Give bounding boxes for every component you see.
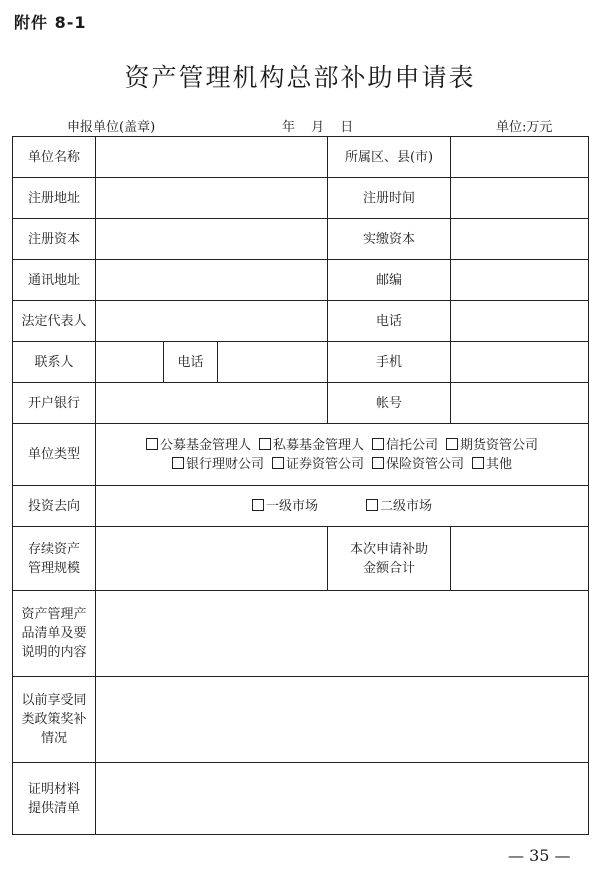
label-phone: 电话 bbox=[328, 301, 451, 342]
date-fields: 年 月 日 bbox=[282, 120, 354, 135]
unit-type-options-line1 bbox=[98, 436, 586, 455]
checkbox-icon bbox=[172, 457, 184, 469]
checkbox-icon bbox=[146, 438, 158, 450]
row-bank bbox=[13, 383, 589, 424]
field-unit-name[interactable] bbox=[96, 137, 328, 178]
option-securities-am[interactable]: 证券资管公司 bbox=[272, 455, 364, 474]
checkbox-icon bbox=[446, 438, 458, 450]
page-number: — 35 — bbox=[508, 846, 571, 865]
option-other[interactable]: 其他 bbox=[472, 455, 512, 474]
checkbox-icon bbox=[372, 457, 384, 469]
label-aum bbox=[13, 527, 96, 591]
label-prior-subsidy bbox=[13, 677, 96, 763]
field-docs[interactable] bbox=[96, 763, 589, 835]
row-prior-subsidy bbox=[13, 677, 589, 763]
label-products-line1: 资产管理产 bbox=[21, 607, 87, 622]
field-reg-capital[interactable] bbox=[96, 219, 328, 260]
row-legal-rep bbox=[13, 301, 589, 342]
checkbox-icon bbox=[372, 438, 384, 450]
unit-type-options bbox=[96, 424, 589, 486]
label-docs bbox=[13, 763, 96, 835]
label-postcode: 邮编 bbox=[328, 260, 451, 301]
field-prior-subsidy[interactable] bbox=[96, 677, 589, 763]
attachment-label: 附件 8-1 bbox=[14, 13, 87, 32]
label-docs-line2: 提供清单 bbox=[27, 800, 80, 816]
row-contact bbox=[13, 342, 589, 383]
label-bank: 开户银行 bbox=[13, 383, 96, 424]
label-docs-line1: 证明材料 bbox=[27, 781, 80, 797]
label-products-line2: 品清单及要 bbox=[21, 626, 87, 641]
label-reg-address: 注册地址 bbox=[13, 178, 96, 219]
row-mail-address bbox=[13, 260, 589, 301]
application-form-table bbox=[12, 136, 589, 835]
investment-options bbox=[96, 486, 589, 527]
label-reg-time: 注册时间 bbox=[328, 178, 451, 219]
checkbox-icon bbox=[252, 499, 264, 511]
applicant-unit-label: 申报单位(盖章) bbox=[67, 120, 156, 135]
label-paid-capital: 实缴资本 bbox=[328, 219, 451, 260]
label-legal-rep: 法定代表人 bbox=[13, 301, 96, 342]
label-reg-capital: 注册资本 bbox=[13, 219, 96, 260]
row-aum bbox=[13, 527, 589, 591]
field-aum[interactable] bbox=[96, 527, 328, 591]
field-reg-address[interactable] bbox=[96, 178, 328, 219]
label-prior-line1: 以前享受同 bbox=[21, 693, 87, 708]
label-district: 所属区、县(市) bbox=[328, 137, 451, 178]
label-aum-line2: 管理规模 bbox=[27, 560, 80, 576]
form-title: 资产管理机构总部补助申请表 bbox=[124, 63, 476, 92]
option-bank-wealth[interactable]: 银行理财公司 bbox=[172, 455, 264, 474]
label-prior-line2: 类政策奖补 bbox=[21, 712, 87, 727]
field-postcode[interactable] bbox=[451, 260, 589, 301]
row-unit-name bbox=[13, 137, 589, 178]
unit-type-options-line2 bbox=[98, 455, 586, 474]
option-futures-am[interactable]: 期货资管公司 bbox=[446, 436, 538, 455]
field-contact[interactable] bbox=[96, 342, 164, 383]
label-mobile: 手机 bbox=[328, 342, 451, 383]
option-trust[interactable]: 信托公司 bbox=[372, 436, 438, 455]
label-unit-type: 单位类型 bbox=[13, 424, 96, 486]
option-insurance-am[interactable]: 保险资管公司 bbox=[372, 455, 464, 474]
label-account: 帐号 bbox=[328, 383, 451, 424]
row-reg-capital bbox=[13, 219, 589, 260]
field-account[interactable] bbox=[451, 383, 589, 424]
label-contact-phone: 电话 bbox=[164, 342, 218, 383]
field-phone[interactable] bbox=[451, 301, 589, 342]
option-primary-market[interactable]: 一级市场 bbox=[252, 497, 318, 516]
label-prior-line3: 情况 bbox=[40, 731, 67, 746]
currency-unit-note: 单位:万元 bbox=[496, 120, 553, 135]
checkbox-icon bbox=[272, 457, 284, 469]
field-bank[interactable] bbox=[96, 383, 328, 424]
field-mail-address[interactable] bbox=[96, 260, 328, 301]
label-mail-address: 通讯地址 bbox=[13, 260, 96, 301]
label-subsidy-line2: 金额合计 bbox=[363, 560, 416, 576]
label-subsidy-total bbox=[328, 527, 451, 591]
checkbox-icon bbox=[259, 438, 271, 450]
label-contact: 联系人 bbox=[13, 342, 96, 383]
label-products-line3: 说明的内容 bbox=[21, 645, 87, 660]
row-docs bbox=[13, 763, 589, 835]
checkbox-icon bbox=[366, 499, 378, 511]
field-reg-time[interactable] bbox=[451, 178, 589, 219]
field-subsidy-total[interactable] bbox=[451, 527, 589, 591]
field-products[interactable] bbox=[96, 591, 589, 677]
label-subsidy-line1: 本次申请补助 bbox=[350, 541, 429, 557]
option-private-fund[interactable]: 私募基金管理人 bbox=[259, 436, 364, 455]
field-mobile[interactable] bbox=[451, 342, 589, 383]
row-reg-address bbox=[13, 178, 589, 219]
checkbox-icon bbox=[472, 457, 484, 469]
field-legal-rep[interactable] bbox=[96, 301, 328, 342]
row-unit-type bbox=[13, 424, 589, 486]
row-investment bbox=[13, 486, 589, 527]
label-products bbox=[13, 591, 96, 677]
row-products bbox=[13, 591, 589, 677]
field-paid-capital[interactable] bbox=[451, 219, 589, 260]
label-unit-name: 单位名称 bbox=[13, 137, 96, 178]
field-district[interactable] bbox=[451, 137, 589, 178]
label-aum-line1: 存续资产 bbox=[27, 541, 80, 557]
label-investment: 投资去向 bbox=[13, 486, 96, 527]
field-contact-phone[interactable] bbox=[218, 342, 328, 383]
option-secondary-market[interactable]: 二级市场 bbox=[366, 497, 432, 516]
option-public-fund[interactable]: 公募基金管理人 bbox=[146, 436, 251, 455]
